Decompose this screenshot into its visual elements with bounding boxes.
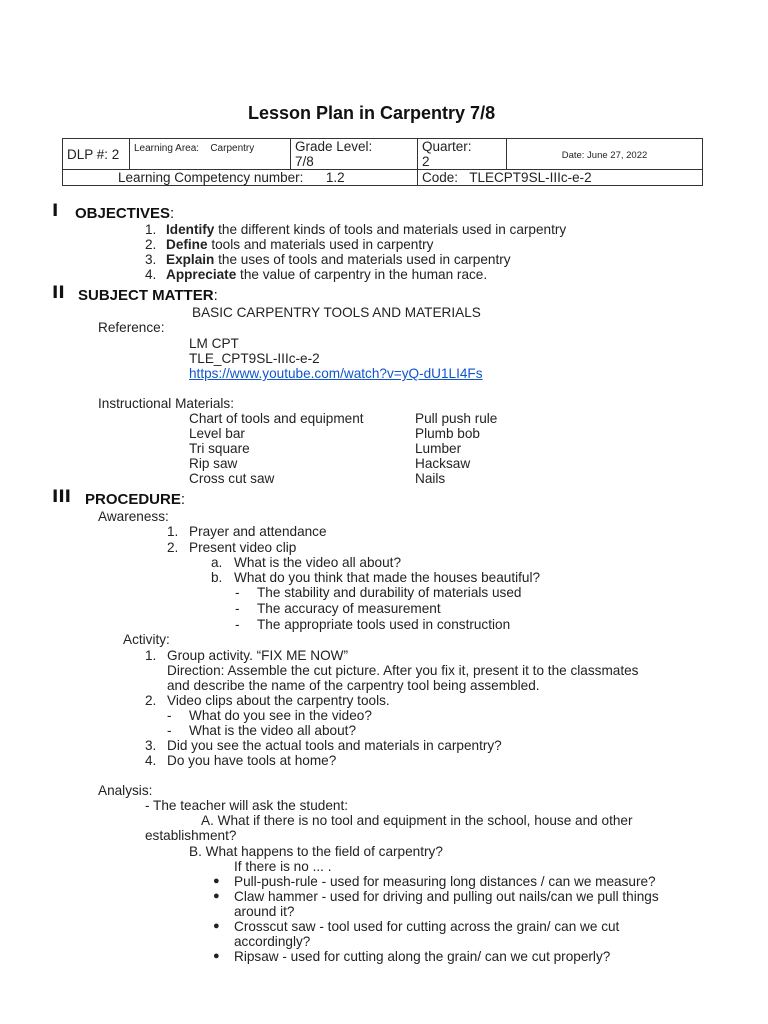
material-left-2: Level bar — [189, 426, 245, 441]
bullet-3: ● — [213, 920, 220, 932]
bullet-item-4: Ripsaw - used for cutting along the grain/ can we cut properly? — [234, 949, 611, 964]
objective-num-4: 4. — [145, 267, 157, 282]
code-value: TLECPT9SL-IIIc-e-2 — [469, 170, 592, 185]
material-right-2: Plumb bob — [415, 426, 480, 441]
awareness-num-1: 1. — [167, 524, 179, 539]
competency-label: Learning Competency number: — [118, 170, 304, 185]
procedure-heading: PROCEDURE: — [85, 491, 186, 508]
analysis-label: Analysis: — [98, 783, 153, 798]
awareness-sub-a-letter: a. — [211, 555, 223, 570]
procedure-numeral: III — [52, 487, 71, 507]
date-value: Date: June 27, 2022 — [561, 149, 648, 161]
objective-item-3: Explain the uses of tools and materials used in carpentry — [166, 252, 511, 267]
bullet-item-2-line-1: Claw hammer - used for driving and pulling out nails/can we pull things — [234, 889, 659, 904]
material-left-4: Rip saw — [189, 456, 238, 471]
awareness-dash-item-2: The accuracy of measurement — [257, 601, 441, 616]
code-label: Code: — [422, 170, 459, 185]
material-left-3: Tri square — [189, 441, 250, 456]
dash-1: - — [235, 585, 240, 600]
reference-item-1: LM CPT — [189, 336, 239, 351]
objective-item-4: Appreciate the value of carpentry in the human race. — [166, 267, 488, 282]
bullet-1: ● — [213, 875, 220, 887]
date-cell — [507, 139, 703, 170]
bullet-4: ● — [213, 950, 220, 962]
competency-value: 1.2 — [325, 170, 345, 185]
analysis-question-a-line-2: establishment? — [145, 828, 237, 843]
activity-num-2: 2. — [145, 693, 157, 708]
awareness-dash-item-3: The appropriate tools used in construction — [257, 617, 511, 632]
subject-matter-heading: SUBJECT MATTER: — [78, 287, 218, 304]
material-right-3: Lumber — [415, 441, 462, 456]
bullet-item-3-line-2: accordingly? — [234, 934, 311, 949]
activity-item-4: Do you have tools at home? — [167, 753, 337, 768]
awareness-num-2: 2. — [167, 540, 179, 555]
awareness-sub-b-letter: b. — [211, 570, 223, 585]
analysis-question-b: B. What happens to the field of carpentry? — [189, 844, 443, 859]
objectives-heading: OBJECTIVES: — [75, 205, 175, 222]
bullet-item-2-line-2: around it? — [234, 904, 295, 919]
activity-question-1: What do you see in the video? — [189, 708, 372, 723]
awareness-label: Awareness: — [98, 509, 169, 524]
activity-question-2: What is the video all about? — [189, 723, 357, 738]
learning-area-label: Learning Area: — [134, 143, 200, 154]
awareness-dash-item-1: The stability and durability of materials used — [257, 585, 522, 600]
quarter-cell — [418, 139, 507, 170]
material-right-1: Pull push rule — [415, 411, 498, 426]
material-left-1: Chart of tools and equipment — [189, 411, 364, 426]
grade-cell — [291, 139, 418, 170]
activity-direction-line-1: Direction: Assemble the cut picture. After you fix it, present it to the classmates — [167, 663, 639, 678]
activity-label: Activity: — [123, 632, 170, 647]
reference-label: Reference: — [98, 320, 165, 335]
learning-area-value: Carpentry — [210, 143, 255, 154]
dash-3: - — [235, 617, 240, 632]
activity-num-1: 1. — [145, 648, 157, 663]
analysis-question-a-line-1: A. What if there is no tool and equipment in the school, house and other — [201, 813, 633, 828]
activity-num-3: 3. — [145, 738, 157, 753]
objective-item-2: Define tools and materials used in carpentry — [166, 237, 434, 252]
dlp-cell — [63, 139, 130, 170]
awareness-item-1: Prayer and attendance — [189, 524, 327, 539]
materials-label: Instructional Materials: — [98, 396, 234, 411]
grade-value: 7/8 — [295, 154, 314, 169]
dash-5: - — [167, 723, 172, 738]
activity-item-1: Group activity. “FIX ME NOW” — [167, 648, 349, 663]
activity-direction-line-2: and describe the name of the carpentry tool being assembled. — [167, 678, 540, 693]
activity-num-4: 4. — [145, 753, 157, 768]
subject-topic: BASIC CARPENTRY TOOLS AND MATERIALS — [192, 305, 481, 320]
analysis-intro: - The teacher will ask the student: — [145, 798, 349, 813]
dash-4: - — [167, 708, 172, 723]
awareness-sub-b: What do you think that made the houses beautiful? — [234, 570, 541, 585]
material-right-4: Hacksaw — [415, 456, 471, 471]
objective-item-1: Identify the different kinds of tools and materials used in carpentry — [166, 222, 567, 237]
dlp-label: DLP #: 2 — [67, 146, 120, 162]
code-cell — [418, 170, 703, 186]
objective-num-2: 2. — [145, 237, 157, 252]
page-title: Lesson Plan in Carpentry 7/8 — [248, 103, 496, 123]
bullet-item-1: Pull-push-rule - used for measuring long distances / can we measure? — [234, 874, 656, 889]
lesson-info-table — [62, 138, 703, 186]
awareness-sub-a: What is the video all about? — [234, 555, 402, 570]
competency-cell — [63, 170, 418, 186]
analysis-if-line: If there is no ... . — [234, 859, 332, 874]
material-left-5: Cross cut saw — [189, 471, 275, 486]
reference-link[interactable]: https://www.youtube.com/watch?v=yQ-dU1LI4Fs — [189, 366, 483, 381]
reference-item-2: TLE_CPT9SL-IIIc-e-2 — [189, 351, 320, 366]
grade-label: Grade Level: — [295, 139, 373, 154]
awareness-item-2: Present video clip — [189, 540, 297, 555]
activity-item-3: Did you see the actual tools and materials in carpentry? — [167, 738, 502, 753]
dash-2: - — [235, 601, 240, 616]
activity-item-2: Video clips about the carpentry tools. — [167, 693, 390, 708]
bullet-item-3-line-1: Crosscut saw - tool used for cutting across the grain/ can we cut — [234, 919, 620, 934]
objectives-numeral: I — [52, 201, 59, 221]
quarter-label: Quarter: — [422, 139, 472, 154]
learning-area-cell — [130, 139, 291, 170]
material-right-5: Nails — [415, 471, 446, 486]
objective-num-3: 3. — [145, 252, 157, 267]
quarter-value: 2 — [422, 154, 430, 169]
objective-num-1: 1. — [145, 222, 157, 237]
subject-matter-numeral: II — [52, 283, 65, 303]
bullet-2: ● — [213, 890, 220, 902]
